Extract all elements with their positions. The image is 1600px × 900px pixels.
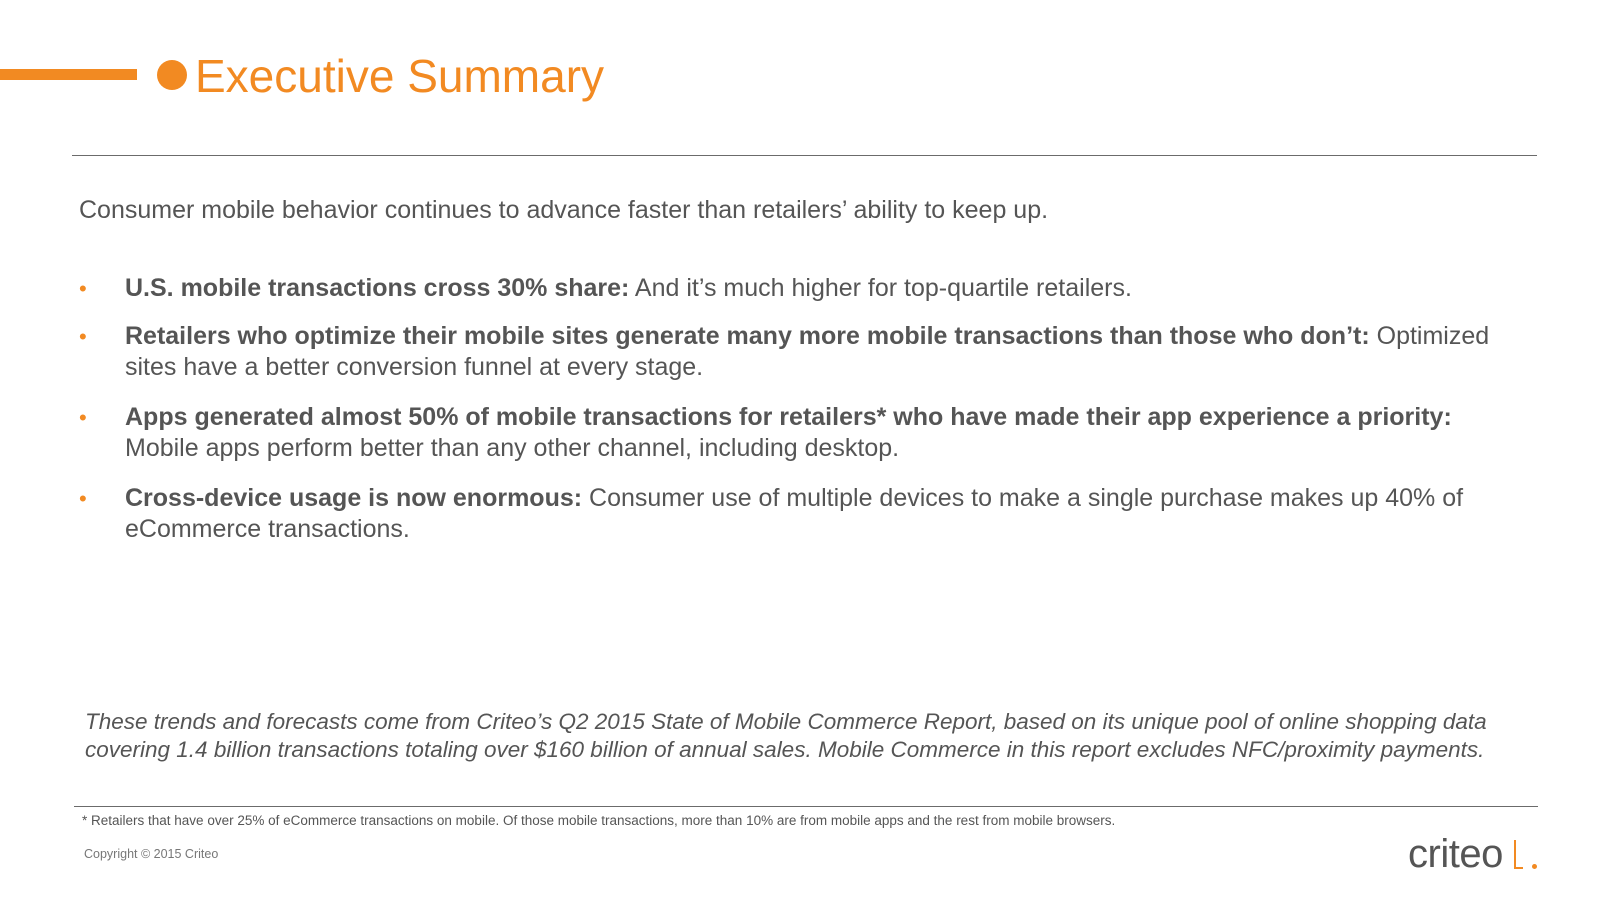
bullet-text: Optimized sites have a better conversion funnel at every stage.: [125, 322, 1490, 381]
bullet-heading: Cross-device usage is now enormous:: [125, 484, 583, 512]
bullet-dot-icon: •: [79, 405, 87, 430]
page-title: Executive Summary: [195, 50, 605, 102]
title-accent-bar: [0, 69, 137, 80]
summary-bullet-list: [79, 273, 1499, 545]
bullet-dot-icon: •: [79, 324, 87, 349]
bullet-dot-icon: •: [79, 486, 87, 511]
copyright-text: Copyright © 2015 Criteo: [84, 847, 219, 861]
bullet-heading: Apps generated almost 50% of mobile transactions for retailers* who have made their app experience a priority:: [125, 403, 1452, 431]
summary-bullet: [79, 273, 1499, 304]
bullet-heading: Retailers who optimize their mobile sites generate many more mobile transactions than those who don’t:: [125, 322, 1370, 350]
summary-bullet: [79, 483, 1499, 545]
logo-dot-icon: [1532, 864, 1537, 869]
bullet-text: And it’s much higher for top-quartile retailers.: [629, 274, 1132, 302]
intro-text: Consumer mobile behavior continues to advance faster than retailers’ ability to keep up.: [79, 196, 1049, 224]
criteo-logo: [1408, 830, 1540, 880]
footer-divider: [74, 806, 1538, 807]
bullet-heading: U.S. mobile transactions cross 30% share:: [125, 274, 630, 302]
title-bullet-dot: [157, 60, 187, 90]
source-note: These trends and forecasts come from Criteo’s Q2 2015 State of Mobile Commerce Report, based on its unique pool of online shopping data covering 1.4 billion transactions totaling over $160 billion of annual sales. Mobile Commerce in this report excludes NFC/proximity payments.: [85, 709, 1487, 762]
bullet-text: Mobile apps perform better than any other channel, including desktop.: [125, 434, 900, 462]
footnote: * Retailers that have over 25% of eCommerce transactions on mobile. Of those mobile transactions, more than 10% are from mobile apps and the rest from mobile browsers.: [82, 813, 1116, 828]
logo-bracket-icon: [1514, 840, 1523, 869]
bullet-text: Consumer use of multiple devices to make a single purchase makes up 40% of eCommerce transactions.: [125, 484, 1464, 543]
bullet-dot-icon: •: [79, 276, 87, 301]
summary-bullet: [79, 402, 1499, 464]
logo-wordmark: criteo: [1408, 832, 1503, 876]
header-divider: [72, 155, 1537, 156]
summary-bullet: [79, 321, 1499, 383]
